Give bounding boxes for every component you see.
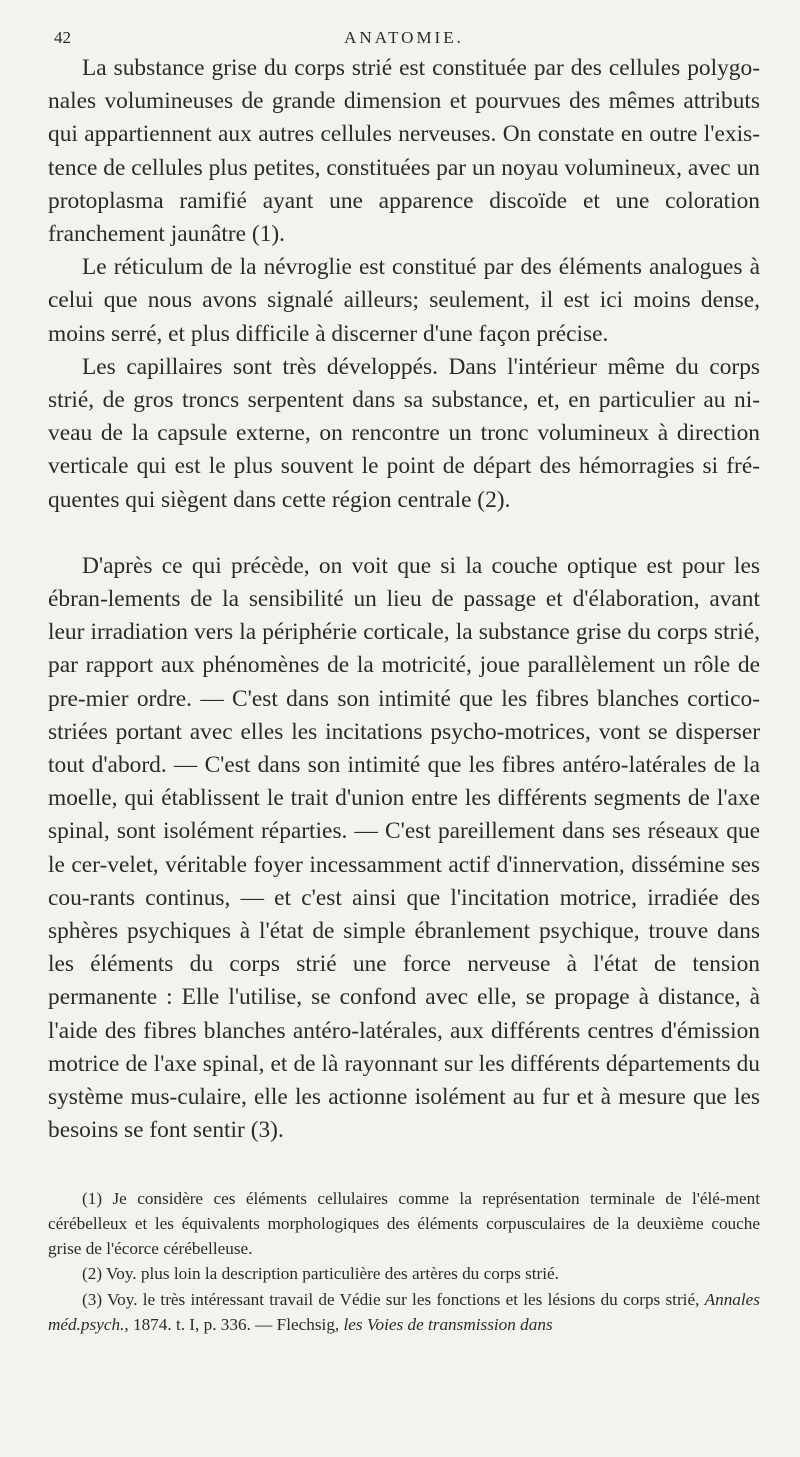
running-head xyxy=(48,28,760,52)
footnote-3 xyxy=(48,1287,760,1338)
paragraph-grey-substance: La substance grise du corps strié est constituée par des cellules polygo-nales volumineuses de grande dimension et pourvues des mêmes attributs qui appartiennent aux autres cellules nerveuses. On constate en outre l'exis-tence de cellules plus petites, constituées par un noyau volumineux, avec un protoplasma ramifié ayant une apparence discoïde et une coloration franchement jaunâtre (1). xyxy=(48,55,760,248)
footnote-1: (1) Je considère ces éléments cellulaires comme la représentation terminale de l'élé-ment cérébelleux et les équivalents morphologiques des éléments corpusculaires de la deuxième couche grise de l'écorce cérébelleuse. xyxy=(48,1188,760,1259)
paragraph-capillaries: Les capillaires sont très développés. Dans l'intérieur même du corps strié, de gros troncs serpentent dans sa substance, et, en particulier au ni-veau de la capsule externe, on rencontre un tronc volumineux à direction verticale qui est le plus souvent le point de départ des hémorragies si fré-quentes qui siègent dans cette région centrale (2). xyxy=(48,353,760,513)
footnote-3-title: les Voies de transmission dans xyxy=(343,1314,553,1334)
footnotes xyxy=(48,1186,760,1338)
footnote-2: (2) Voy. plus loin la description particulière des artères du corps strié. xyxy=(82,1264,559,1284)
paragraph-motricity: D'après ce qui précède, on voit que si la couche optique est pour les ébran-lements de la sensibilité un lieu de passage et d'élaboration, avant leur irradiation vers la périphérie corticale, la substance grise du corps strié, par rapport aux phénomènes de la motricité, joue parallèlement un rôle de pre-mier ordre. — C'est dans son intimité que les fibres blanches cortico-striées portant avec elles les incitations psycho-motrices, vont se disperser tout d'abord. — C'est dans son intimité que les fibres antéro-latérales de la moelle, qui établissent le trait d'union entre les différents segments de l'axe spinal, sont isolément réparties. — C'est pareillement dans ses réseaux que le cer-velet, véritable foyer incessamment actif d'innervation, dissémine ses cou-rants continus, — et c'est ainsi que l'incitation motrice, irradiée des sphères psychiques à l'état de simple ébranlement psychique, trouve dans les éléments du corps strié une force nerveuse à l'état de tension permanente : Elle l'utilise, se confond avec elle, se propage à distance, à l'aide des fibres blanches antéro-latérales, aux différents centres d'émission motrice de l'axe spinal, et de là rayonnant sur les différents départements du système mus-culaire, elle les actionne isolément au fur et à mesure que les besoins se font sentir (3). xyxy=(48,552,760,1144)
footnote-3-reference: , 1874. t. I, p. 336. — Flechsig, xyxy=(124,1314,344,1334)
footnote-3-text: (3) Voy. le très intéressant travail de Védie sur les fonctions et les lésions du corps strié, xyxy=(82,1289,705,1309)
paragraph-neuroglia: Le réticulum de la névroglie est constitué par des éléments analogues à celui que nous avons signalé ailleurs; seulement, il est ici moins dense, moins serré, et plus difficile à discerner d'une façon précise. xyxy=(48,254,760,347)
running-title: ANATOMIE. xyxy=(344,28,464,47)
body-text xyxy=(48,52,760,1148)
book-page xyxy=(48,28,760,1337)
page-number: 42 xyxy=(54,28,71,47)
footnote-3-journal: Annales méd.psych. xyxy=(48,1289,760,1334)
